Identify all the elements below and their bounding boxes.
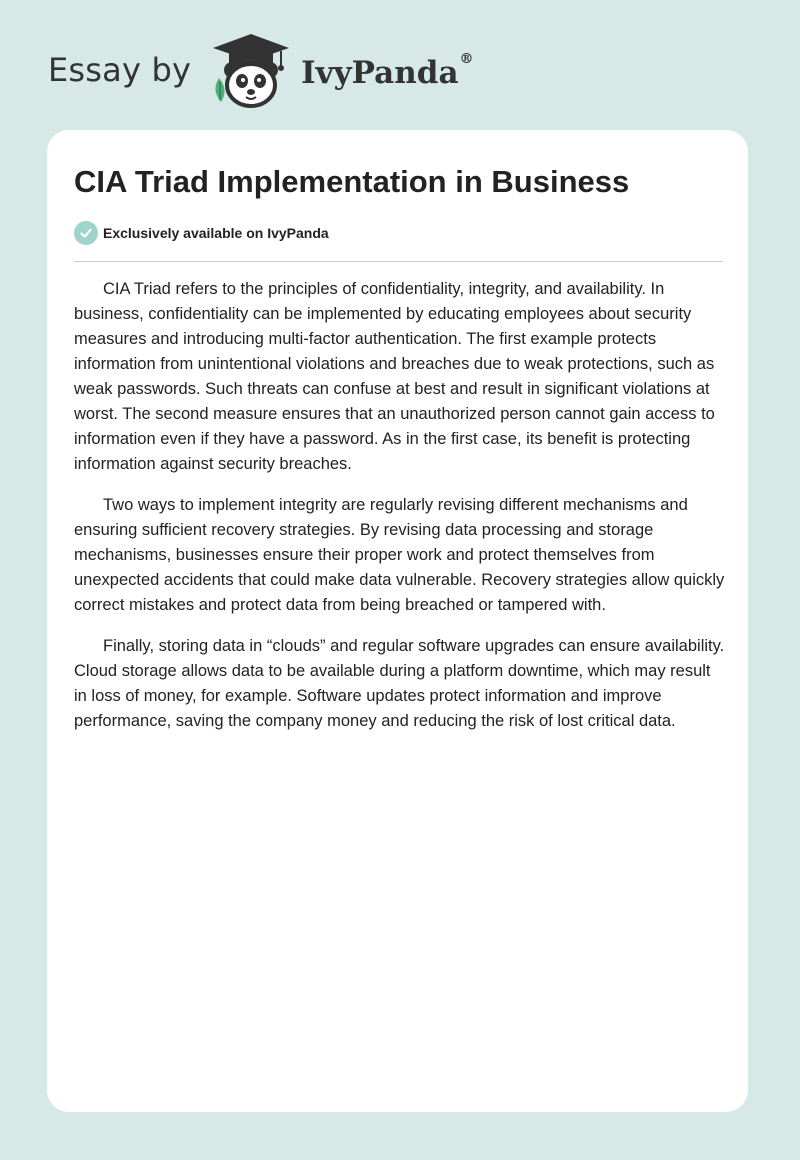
brand-name: IvyPanda® xyxy=(301,51,474,91)
paragraph: Finally, storing data in “clouds” and regular software upgrades can ensure availability. Cloud storage allows data to be available during a platform downtime, which may result in loss of money, for example. Software updates protect information and improve performance, saving the company money and reducing the risk of lost critical data. xyxy=(74,637,725,730)
paragraph: Two ways to implement integrity are regularly revising different mechanisms and ensuring sufficient recovery strategies. By revising data processing and storage mechanisms, businesses ensure their proper work and protect themselves from unexpected accidents that could make data vulnerable. Recovery strategies allow quickly correct mistakes and protect data from being breached or tampered with. xyxy=(74,496,725,614)
site-header xyxy=(48,30,474,110)
check-circle-icon xyxy=(74,221,98,245)
registered-mark: ® xyxy=(459,51,474,67)
panda-graduate-logo-icon xyxy=(207,30,293,110)
exclusive-badge-label: Exclusively available on IvyPanda xyxy=(103,225,329,241)
divider xyxy=(74,261,723,262)
essay-body xyxy=(74,277,726,750)
essay-by-label: Essay by xyxy=(48,51,192,89)
essay-title: CIA Triad Implementation in Business xyxy=(74,164,630,199)
paragraph: CIA Triad refers to the principles of confidentiality, integrity, and availability. In business, confidentiality can be implemented by educating employees about security measures and introducing multi-factor authentication. The first example protects information from unintentional violations and breaches due to weak protections, such as weak passwords. Such threats can confuse at best and result in significant violations at worst. The second measure ensures that an unauthorized person cannot gain access to information even if they have a password. As in the first case, its benefit is protecting information against security breaches. xyxy=(74,280,715,473)
essay-card xyxy=(47,130,748,1112)
exclusive-badge xyxy=(74,221,329,245)
